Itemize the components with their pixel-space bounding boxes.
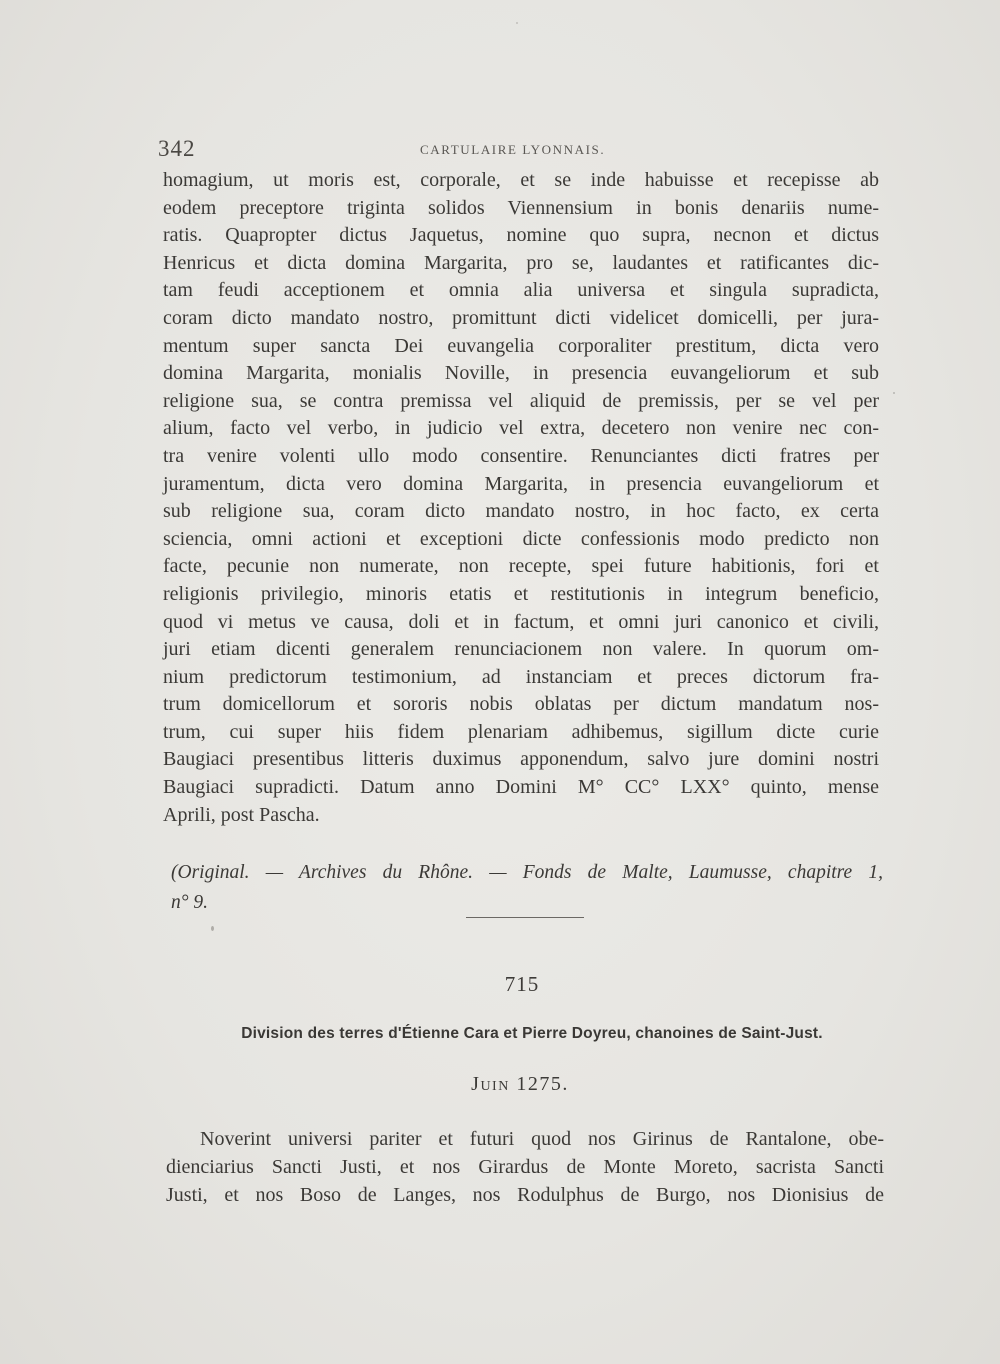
text-line: Noverint universi pariter et futuri quod nos Girinus de Rantalone, obe-	[200, 1128, 884, 1150]
text-line: sciencia, omni actioni et exceptioni dicte confessionis modo predicto non	[163, 527, 879, 550]
source-note-line: n° 9.	[171, 892, 209, 913]
text-line: coram dicto mandato nostro, promittunt dicti videlicet domicelli, per jura-	[163, 306, 879, 329]
document-title: Division des terres d'Étienne Cara et Pierre Doyreu, chanoines de Saint-Just.	[241, 1025, 823, 1042]
running-head	[158, 136, 884, 166]
document-text	[166, 1126, 884, 1209]
text-line: dienciarius Sancti Justi, et nos Girardus de Monte Moreto, sacrista Sancti	[166, 1155, 884, 1178]
text-line: Baugiaci presentibus litteris duximus apponendum, salvo jure domini nostri	[163, 748, 879, 771]
text-line: Henricus et dicta domina Margarita, pro se, laudantes et ratificantes dic-	[163, 251, 879, 274]
text-line: homagium, ut moris est, corporale, et se inde habuisse et recepisse ab	[163, 169, 879, 191]
paper-speck	[893, 392, 895, 394]
text-line: religionis privilegio, minoris etatis et restitutionis in integrum beneficio,	[163, 582, 879, 605]
text-line: juri etiam dicenti generalem renunciacionem non valere. In quorum om-	[163, 638, 879, 661]
text-line: trum domicellorum et sororis nobis oblatas per dictum mandatum nos-	[163, 693, 879, 716]
paper-speck	[211, 926, 214, 931]
text-line: quod vi metus ve causa, doli et in factum, et omni juri canonico et civili,	[163, 610, 879, 633]
text-line: Aprili, post Pascha.	[163, 803, 320, 826]
text-line: Baugiaci supradicti. Datum anno Domini M° CC° LXX° quinto, mense	[163, 776, 879, 799]
text-line: Justi, et nos Boso de Langes, nos Rodulphus de Burgo, nos Dionisius de	[166, 1183, 884, 1206]
section-divider	[466, 917, 584, 918]
text-line: alium, facto vel verbo, in judicio vel extra, decetero non venire nec con-	[163, 417, 879, 440]
text-line: facte, pecunie non numerate, non recepte, spei future habitionis, fori et	[163, 555, 879, 578]
text-line: tra venire volenti ullo modo consentire. Renunciantes dicti fratres per	[163, 444, 879, 467]
text-line: mentum super sancta Dei euvangelia corporaliter prestitum, dicta vero	[163, 334, 879, 357]
text-line: religione sua, se contra premissa vel aliquid de premissis, per se vel per	[163, 389, 879, 412]
charter-text	[163, 167, 879, 829]
source-note	[171, 858, 883, 918]
page-number: 342	[158, 136, 196, 161]
text-line: ratis. Quapropter dictus Jaquetus, nomine quo supra, necnon et dictus	[163, 224, 879, 247]
document-number: 715	[504, 972, 540, 996]
running-title: CARTULAIRE LYONNAIS.	[420, 142, 606, 157]
text-line: trum, cui super hiis fidem plenariam adhibemus, sigillum dicte curie	[163, 720, 879, 743]
text-line: nium predictorum testimonium, ad instanciam et preces dictorum fra-	[163, 665, 879, 688]
paper-speck	[516, 22, 518, 24]
text-line: eodem preceptore triginta solidos Viennensium in bonis denariis nume-	[163, 196, 879, 219]
text-line: sub religione sua, coram dicto mandato nostro, in hoc facto, ex certa	[163, 500, 879, 523]
text-line: tam feudi acceptionem et omnia alia universa et singula supradicta,	[163, 279, 879, 302]
source-note-line: (Original. — Archives du Rhône. — Fonds de Malte, Laumusse, chapitre 1,	[171, 862, 883, 883]
text-line: juramentum, dicta vero domina Margarita, in presencia euvangeliorum et	[163, 472, 879, 495]
text-line: domina Margarita, monialis Noville, in presencia euvangeliorum et sub	[163, 362, 879, 385]
document-date: Juin 1275.	[471, 1073, 569, 1095]
